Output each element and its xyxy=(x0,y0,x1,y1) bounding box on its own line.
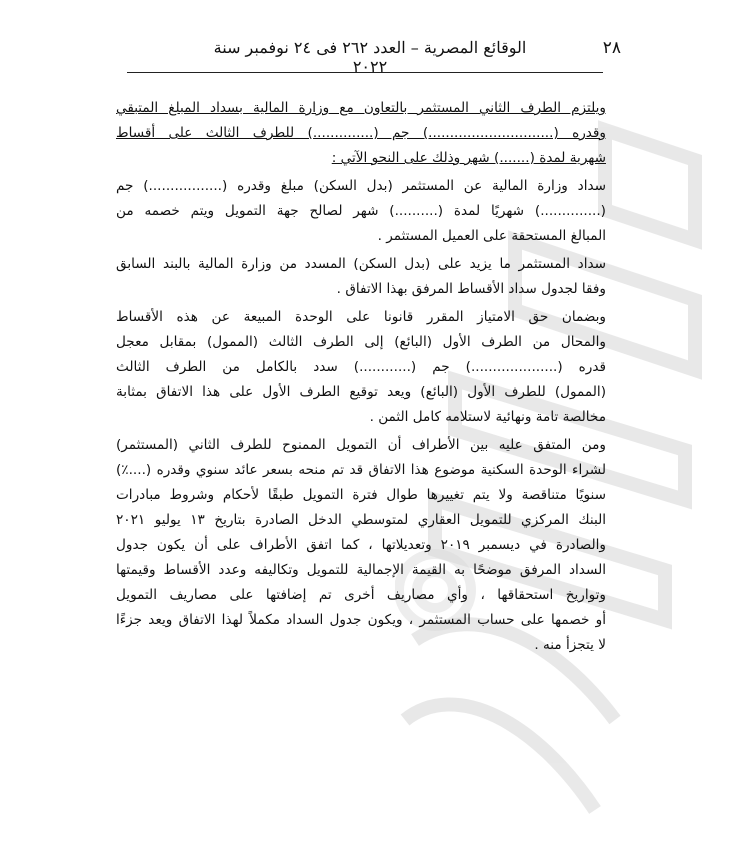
text-line: قدره (....................) جم (............) سدد بالكامل من الطرف الثالث xyxy=(116,359,606,375)
text-line: ويلتزم الطرف الثاني المستثمر بالتعاون مع وزارة المالية بسداد المبلغ المتبقي xyxy=(116,100,606,116)
text-line: السداد المرفق موضحًا به القيمة الإجمالية للتمويل وتكاليفه وعدد الأقساط وقيمتها xyxy=(116,562,606,578)
paragraph xyxy=(116,252,606,302)
text-line: مخالصة تامة ونهائية لاستلامه كامل الثمن . xyxy=(369,409,606,425)
text-line: وتواريخ استحقاقها ، وأي مصاريف أخرى تم إضافتها على مصاريف التمويل xyxy=(116,587,606,603)
header-rule xyxy=(127,72,603,73)
text-line: والصادرة في ديسمبر ٢٠١٩ وتعديلاتها ، كما اتفق الأطراف على أن يكون جدول xyxy=(116,537,606,553)
page-header xyxy=(0,38,729,76)
text-line: سداد وزارة المالية عن المستثمر (بدل السكن) مبلغ وقدره (.................) جم xyxy=(116,178,606,194)
text-line: البنك المركزي للتمويل العقاري لمتوسطي الدخل الصادرة بتاريخ ١٣ يوليو ٢٠٢١ xyxy=(116,512,607,528)
paragraph xyxy=(116,305,606,430)
document-body xyxy=(116,96,606,661)
text-line: المبالغ المستحقة على العميل المستثمر . xyxy=(377,228,606,244)
text-line: لشراء الوحدة السكنية موضوع هذا الاتفاق قد تم منحه بسعر عائد سنوي وقدره (....٪) xyxy=(116,462,606,478)
text-line: شهرية لمدة (.......) شهر وذلك على النحو الآتي : xyxy=(331,150,606,166)
text-line: وبضمان حق الامتياز المقرر قانونا على الوحدة المبيعة عن هذه الأقساط xyxy=(116,309,606,325)
text-line: (..............) شهريًا لمدة (..........) شهر لصالح جهة التمويل ويتم خصمه من xyxy=(116,203,606,219)
text-line: وقدره (.............................) جم (..............) للطرف الثالث على أقساط xyxy=(116,125,606,141)
text-line: والمحال من الطرف الأول (البائع) إلى الطرف الثالث (الممول) بمقابل معجل xyxy=(116,334,606,350)
paragraph xyxy=(116,433,606,658)
paragraph xyxy=(116,96,606,171)
text-line: ومن المتفق عليه بين الأطراف أن التمويل الممنوح للطرف الثاني (المستثمر) xyxy=(116,437,606,453)
text-line: سداد المستثمر ما يزيد على (بدل السكن) المسدد من وزارة المالية بالبند السابق xyxy=(116,256,606,272)
text-line: لا يتجزأ منه . xyxy=(534,637,606,653)
paragraph xyxy=(116,174,606,249)
text-line: أو خصمها على حساب المستثمر ، ويكون جدول السداد مكملاً لهذا الاتفاق ويعد جزءًا xyxy=(116,612,606,628)
page-number: ٢٨ xyxy=(602,38,621,58)
text-line: سنويًا متناقصة ولا يتم تغييرها طوال فترة التمويل طبقًا لأحكام وشروط مبادرات xyxy=(116,487,606,503)
text-line: (الممول) للطرف الأول (البائع) ويعد توقيع الطرف الأول على هذا الاتفاق بمثابة xyxy=(116,384,606,400)
text-line: وفقا لجدول سداد الأقساط المرفق بهذا الاتفاق . xyxy=(336,281,606,297)
running-title: الوقائع المصرية – العدد ٢٦٢ فى ٢٤ نوفمبر سنة ٢٠٢٢ xyxy=(213,38,527,76)
